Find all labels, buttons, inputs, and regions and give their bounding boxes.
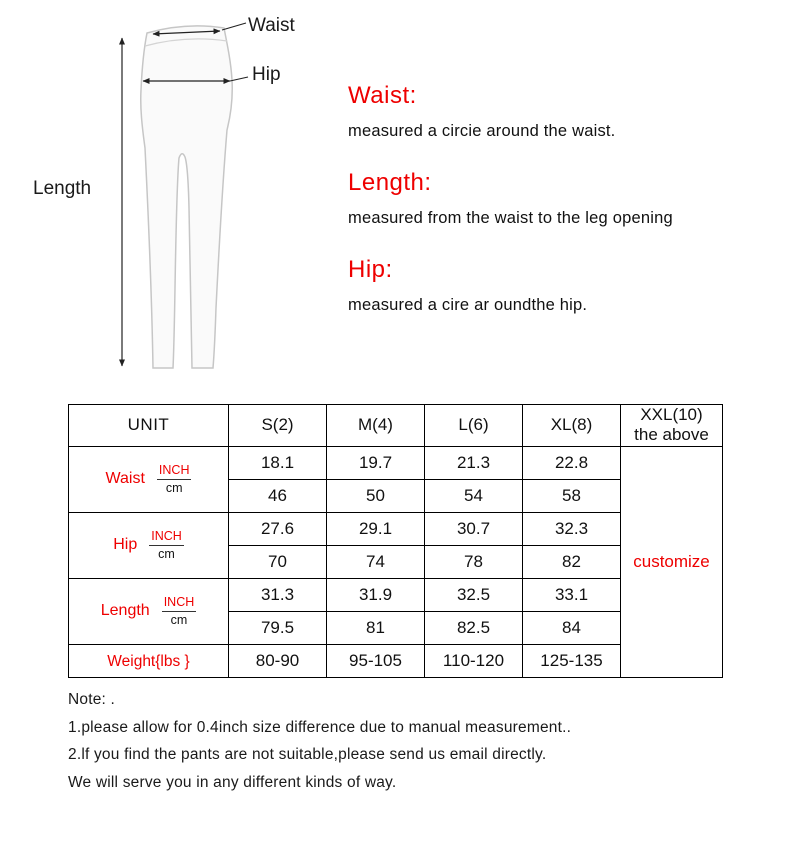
note-line: We will serve you in any different kinds of way. bbox=[68, 773, 397, 791]
leggings-outline bbox=[141, 26, 233, 368]
definition-term: Length: bbox=[348, 169, 432, 196]
waist-label-cell bbox=[69, 446, 229, 512]
size-value-cell: 95-105 bbox=[327, 644, 425, 677]
size-value-cell: 18.1 bbox=[229, 446, 327, 479]
row-name-length: Length bbox=[100, 602, 150, 620]
waist-diagram-label: Waist bbox=[248, 15, 295, 36]
size-header-cell: M(4) bbox=[327, 405, 425, 447]
row-name-waist: Waist bbox=[105, 470, 145, 488]
row-name-weight: Weight{lbs } bbox=[107, 652, 190, 670]
size-value-cell: 29.1 bbox=[327, 512, 425, 545]
size-value-cell: 82 bbox=[523, 545, 621, 578]
inch-label: INCH bbox=[162, 595, 197, 611]
size-header-cell: XL(8) bbox=[523, 405, 621, 447]
size-value-cell: 22.8 bbox=[523, 446, 621, 479]
size-value-cell: 32.5 bbox=[425, 578, 523, 611]
size-value-cell: 19.7 bbox=[327, 446, 425, 479]
size-value-cell: 31.3 bbox=[229, 578, 327, 611]
cm-label: cm bbox=[158, 546, 175, 561]
weight-label-cell bbox=[69, 644, 229, 677]
unit-stack bbox=[149, 529, 184, 561]
size-value-cell: 74 bbox=[327, 545, 425, 578]
note-line: 2.lf you find the pants are not suitable,please send us email directly. bbox=[68, 746, 547, 763]
size-value-cell: 81 bbox=[327, 611, 425, 644]
inch-label: INCH bbox=[157, 463, 192, 479]
definition-term: Hip: bbox=[348, 256, 393, 283]
size-value-cell: 125-135 bbox=[523, 644, 621, 677]
definition-length bbox=[348, 169, 768, 228]
row-name-hip: Hip bbox=[113, 536, 138, 554]
size-value-cell: 82.5 bbox=[425, 611, 523, 644]
size-value-cell: 21.3 bbox=[425, 446, 523, 479]
size-value-cell: 32.3 bbox=[523, 512, 621, 545]
hip-label-cell bbox=[69, 512, 229, 578]
definition-waist bbox=[348, 82, 768, 141]
definition-description: measured from the waist to the leg opening bbox=[348, 209, 673, 227]
unit-stack bbox=[162, 595, 197, 627]
size-value-cell: 33.1 bbox=[523, 578, 621, 611]
size-value-cell: 31.9 bbox=[327, 578, 425, 611]
cm-label: cm bbox=[170, 612, 188, 627]
unit-header-cell: UNIT bbox=[69, 405, 229, 447]
size-value-cell: 50 bbox=[327, 479, 425, 512]
hip-label-connector bbox=[230, 77, 248, 81]
xxl-header-cell bbox=[621, 405, 723, 447]
measurement-definitions bbox=[348, 82, 768, 343]
waist-label-connector bbox=[222, 23, 246, 30]
inch-label: INCH bbox=[149, 529, 184, 545]
xxl-header-line2: the above bbox=[634, 425, 709, 445]
customize-cell: customize bbox=[621, 446, 723, 677]
size-value-cell: 54 bbox=[425, 479, 523, 512]
definition-term: Waist: bbox=[348, 82, 417, 109]
size-header-cell: L(6) bbox=[425, 405, 523, 447]
length-label-cell bbox=[69, 578, 229, 644]
size-value-cell: 84 bbox=[523, 611, 621, 644]
size-value-cell: 78 bbox=[425, 545, 523, 578]
definition-hip bbox=[348, 256, 768, 315]
table-row-waist-inch bbox=[69, 446, 723, 479]
size-value-cell: 27.6 bbox=[229, 512, 327, 545]
notes-block bbox=[68, 686, 571, 796]
definition-description: measured a cire ar oundthe hip. bbox=[348, 296, 588, 314]
note-line: 1.please allow for 0.4inch size difference due to manual measurement.. bbox=[68, 718, 572, 736]
size-value-cell: 70 bbox=[229, 545, 327, 578]
unit-stack bbox=[157, 463, 192, 495]
size-value-cell: 46 bbox=[229, 479, 327, 512]
cm-label: cm bbox=[165, 480, 183, 495]
table-header-row bbox=[69, 405, 723, 447]
size-value-cell: 110-120 bbox=[425, 644, 523, 677]
length-diagram-label: Length bbox=[33, 178, 92, 199]
size-value-cell: 79.5 bbox=[229, 611, 327, 644]
size-value-cell: 80-90 bbox=[229, 644, 327, 677]
hip-diagram-label: Hip bbox=[252, 64, 281, 85]
xxl-header-line1: XXL(10) bbox=[640, 405, 703, 424]
size-value-cell: 30.7 bbox=[425, 512, 523, 545]
size-header-cell: S(2) bbox=[229, 405, 327, 447]
size-table bbox=[68, 404, 723, 678]
size-value-cell: 58 bbox=[523, 479, 621, 512]
definition-description: measured a circie around the waist. bbox=[348, 122, 616, 140]
note-line: Note: . bbox=[68, 691, 116, 708]
